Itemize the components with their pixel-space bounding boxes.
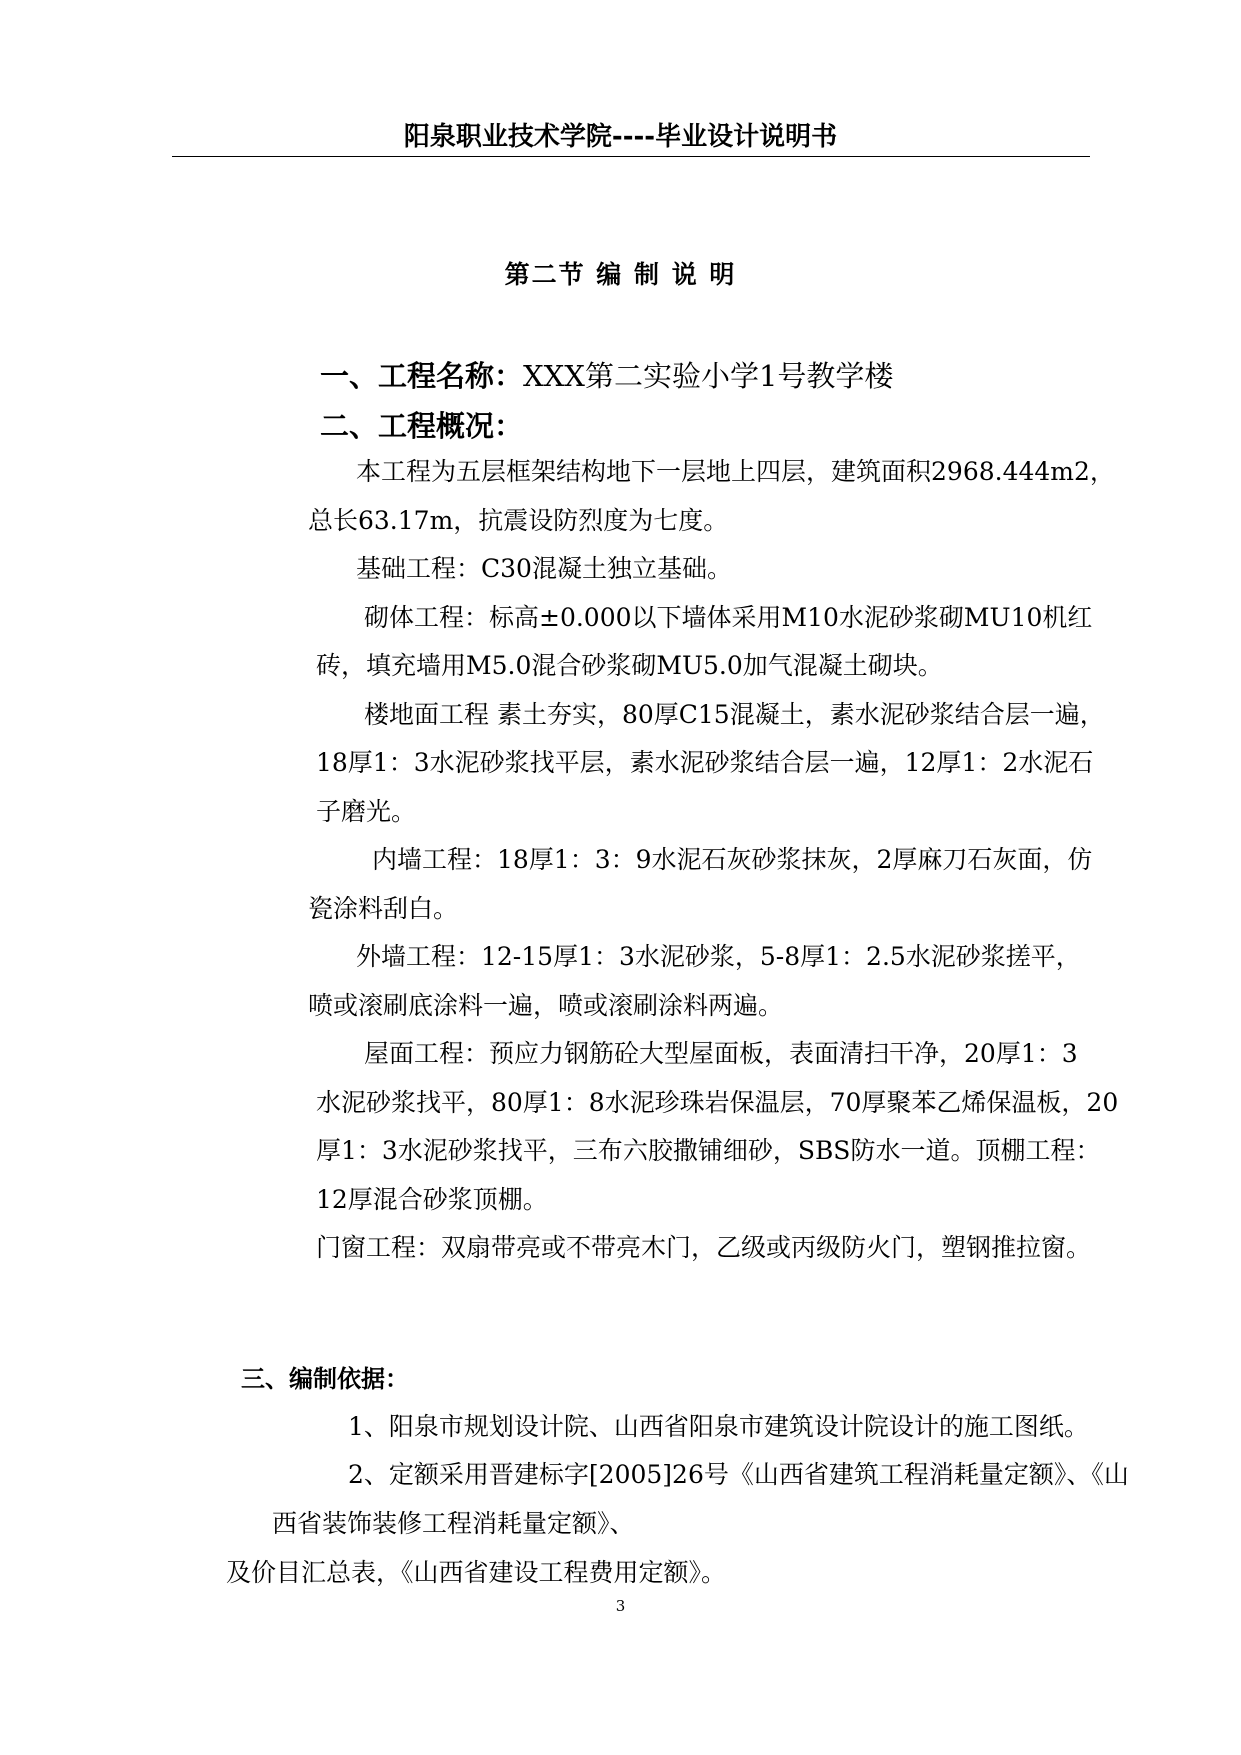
- overview-line: 砖，填充墙用M5.0混合砂浆砌MU5.0加气混凝土砌块。: [316, 651, 943, 680]
- project-name-value: XXX第二实验小学1号教学楼: [523, 359, 894, 393]
- overview-line: 12厚混合砂浆顶棚。: [316, 1185, 548, 1214]
- overview-line: 门窗工程：双扇带亮或不带亮木门，乙级或丙级防火门，塑钢推拉窗。: [316, 1233, 1092, 1262]
- overview-line: 楼地面工程 素土夯实，80厚C15混凝土，素水泥砂浆结合层一遍，: [364, 700, 1105, 729]
- project-name-heading: [320, 357, 893, 395]
- overview-line: 本工程为五层框架结构地下一层地上四层，建筑面积2968.444m2，: [356, 457, 1115, 486]
- basis-line: 及价目汇总表，《山西省建设工程费用定额》。: [226, 1558, 727, 1587]
- basis-label: 三、编制依据：: [241, 1365, 409, 1393]
- overview-line: 厚1：3水泥砂浆找平，三布六胶撒铺细砂，SBS防水一道。顶棚工程：: [316, 1136, 1101, 1165]
- overview-line: 18厚1：3水泥砂浆找平层，素水泥砂浆结合层一遍，12厚1：2水泥石: [316, 748, 1094, 777]
- overview-heading: [320, 407, 523, 445]
- basis-line: 西省装饰装修工程消耗量定额》、: [272, 1509, 635, 1538]
- page-number: 3: [615, 1597, 626, 1615]
- overview-line: 基础工程：C30混凝土独立基础。: [356, 554, 732, 583]
- overview-line: 屋面工程：预应力钢筋砼大型屋面板，表面清扫干净，20厚1：3: [364, 1039, 1078, 1068]
- overview-line: 瓷涂料刮白。: [308, 894, 459, 923]
- overview-line: 总长63.17m，抗震设防烈度为七度。: [308, 506, 729, 535]
- basis-line: 2、定额采用晋建标字[2005]26号《山西省建筑工程消耗量定额》、《山: [348, 1460, 1129, 1489]
- project-name-label: 一、工程名称：: [320, 359, 524, 393]
- overview-line: 内墙工程：18厚1：3：9水泥石灰砂浆抹灰，2厚麻刀石灰面，仿: [372, 845, 1093, 874]
- header-rule: [172, 156, 1090, 157]
- overview-line: 砌体工程：标高±0.000以下墙体采用M10水泥砂浆砌MU10机红: [364, 603, 1093, 632]
- running-header: 阳泉职业技术学院----毕业设计说明书: [403, 122, 838, 152]
- overview-label: 二、工程概况：: [320, 409, 524, 443]
- section-title: 第二节 编 制 说 明: [504, 260, 737, 289]
- overview-line: 水泥砂浆找平，80厚1：8水泥珍珠岩保温层，70厚聚苯乙烯保温板，20: [316, 1088, 1119, 1117]
- basis-line: 1、阳泉市规划设计院、山西省阳泉市建筑设计院设计的施工图纸。: [348, 1412, 1089, 1441]
- overview-line: 子磨光。: [316, 797, 417, 826]
- basis-heading: [241, 1362, 409, 1396]
- overview-line: 喷或滚刷底涂料一遍，喷或滚刷涂料两遍。: [308, 991, 784, 1020]
- overview-line: 外墙工程：12-15厚1：3水泥砂浆，5-8厚1：2.5水泥砂浆搓平，: [356, 942, 1081, 971]
